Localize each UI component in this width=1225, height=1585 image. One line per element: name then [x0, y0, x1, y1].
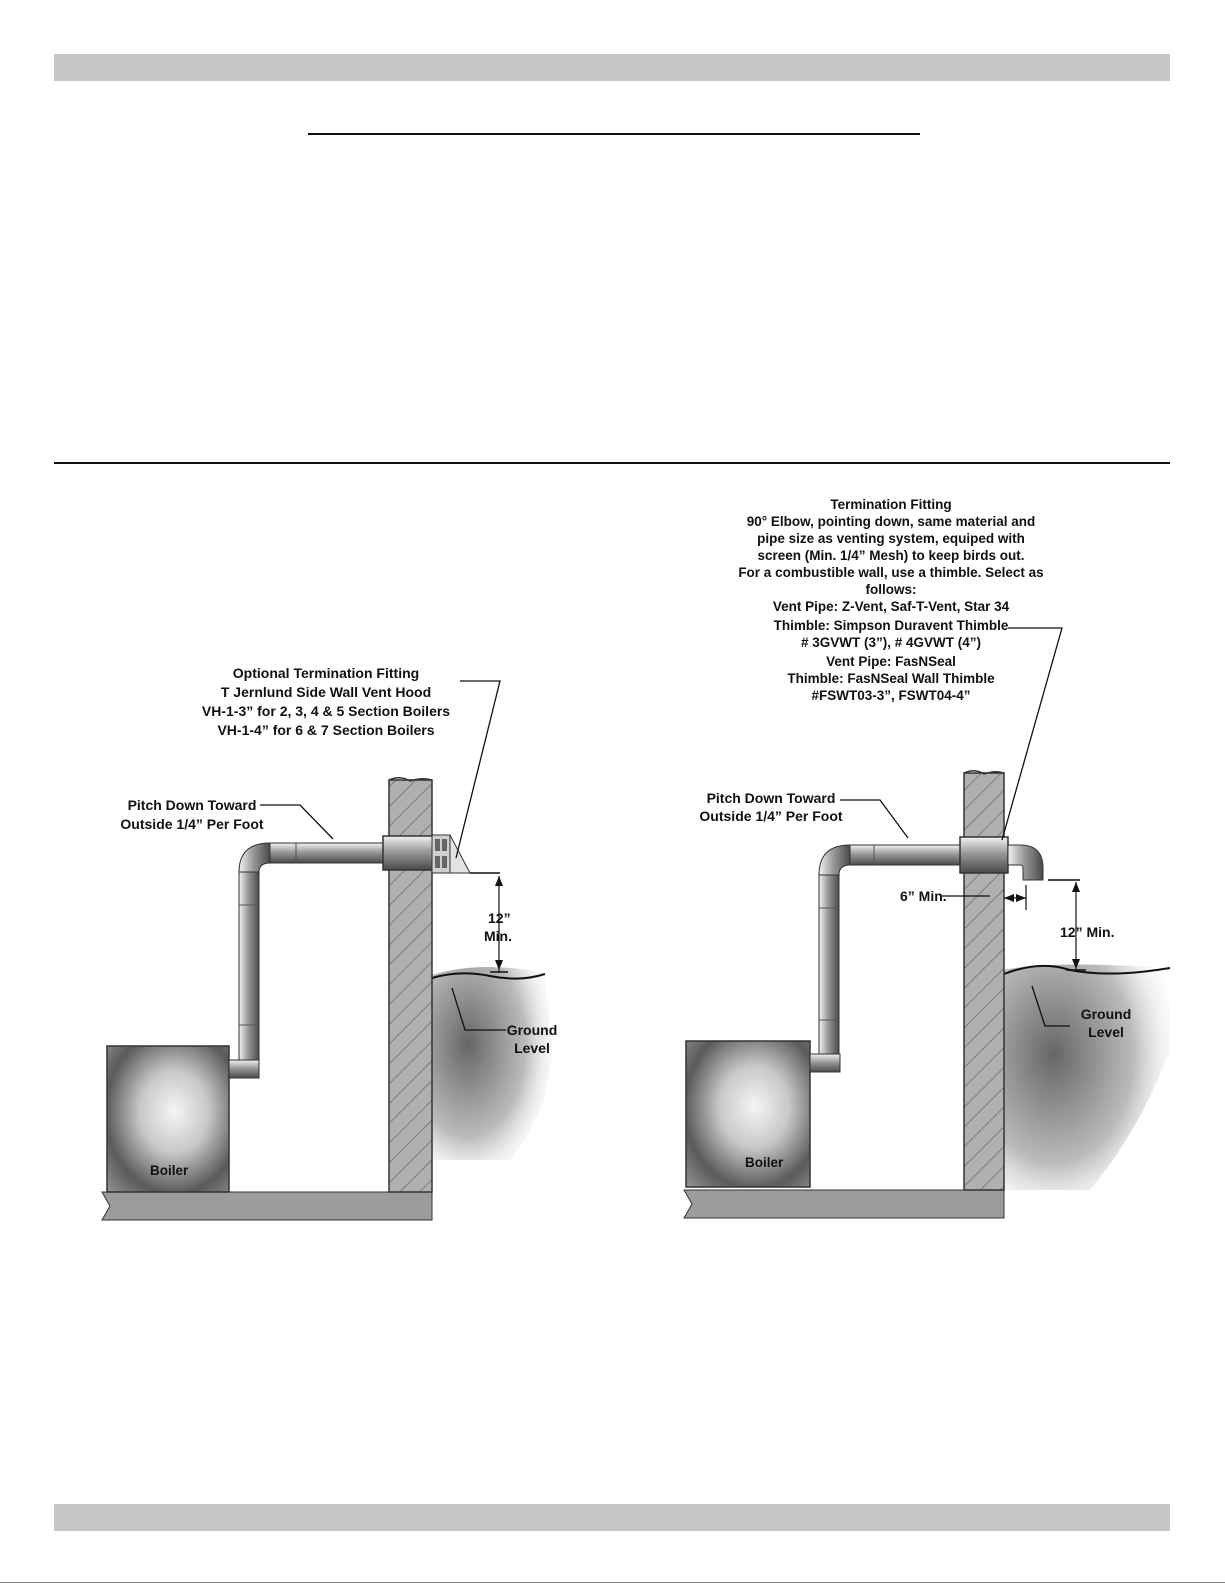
vent-hood — [432, 835, 450, 873]
fitting-leader — [456, 681, 500, 858]
ground-label-line2: Level — [1088, 1024, 1124, 1040]
termination-elbow — [1008, 845, 1043, 880]
fitting-label-line5: For a combustible wall, use a thimble. Select as — [738, 565, 1044, 580]
clearance-label-line2: Min. — [484, 928, 512, 944]
vent-pipe-vertical — [239, 870, 259, 1060]
fitting-label-line1: Termination Fitting — [830, 497, 952, 512]
pitch-label-line2: Outside 1/4” Per Foot — [120, 816, 264, 832]
flue-outlet — [229, 1060, 259, 1078]
exterior-wall — [964, 773, 1004, 1190]
fitting-label-line11: Thimble: FasNSeal Wall Thimble — [787, 671, 995, 686]
header-band — [54, 54, 1170, 81]
fitting-label-line4: VH-1-4” for 6 & 7 Section Boilers — [217, 722, 435, 738]
pitch-label-line1: Pitch Down Toward — [706, 790, 836, 806]
fitting-label-line12: #FSWT03-3”, FSWT04-4” — [811, 688, 971, 703]
flue-outlet — [810, 1054, 840, 1072]
elbow-termination-diagram — [670, 490, 1190, 1240]
pitch-leader — [840, 800, 908, 838]
fitting-label-line6: follows: — [865, 582, 917, 597]
bottom-rule — [0, 1582, 1225, 1583]
side-wall-vent-hood-diagram — [80, 640, 600, 1250]
fitting-label-line8: Thimble: Simpson Duravent Thimble — [773, 618, 1009, 633]
earth-shading — [432, 967, 552, 1160]
fitting-label-line2: T Jernlund Side Wall Vent Hood — [220, 684, 432, 700]
pitch-label-line1: Pitch Down Toward — [127, 797, 257, 813]
boiler-label: Boiler — [745, 1155, 784, 1170]
pitch-label-line2: Outside 1/4” Per Foot — [699, 808, 843, 824]
fitting-label-line4: screen (Min. 1/4” Mesh) to keep birds out. — [757, 548, 1025, 563]
ground-label-line2: Level — [514, 1040, 550, 1056]
section-divider — [54, 462, 1170, 464]
fitting-label-line1: Optional Termination Fitting — [232, 665, 420, 681]
vent-elbow — [239, 843, 270, 872]
fitting-label-line3: VH-1-3” for 2, 3, 4 & 5 Section Boilers — [201, 703, 451, 719]
boiler-label: Boiler — [150, 1163, 189, 1178]
pitch-leader — [260, 805, 333, 839]
floor-slab — [102, 1192, 432, 1220]
fitting-label-line10: Vent Pipe: FasNSeal — [826, 654, 956, 669]
wall-thimble — [960, 837, 1008, 873]
vent-pipe-horizontal — [850, 845, 970, 865]
earth-shading — [1004, 964, 1170, 1190]
floor-slab — [684, 1190, 1004, 1218]
vent-pipe-vertical — [819, 873, 839, 1054]
fitting-label-line7: Vent Pipe: Z-Vent, Saf-T-Vent, Star 34 — [772, 599, 1010, 614]
fitting-label-line9: # 3GVWT (3”), # 4GVWT (4”) — [800, 635, 982, 650]
vent-elbow — [819, 845, 850, 875]
vent-pipe-horizontal — [270, 843, 390, 863]
wall-clearance-label: 6” Min. — [900, 888, 947, 904]
ground-label-line1: Ground — [506, 1022, 558, 1038]
title-rule — [308, 133, 920, 135]
fitting-label-line3: pipe size as venting system, equiped with — [757, 531, 1025, 546]
clearance-label: 12” Min. — [1060, 924, 1115, 940]
footer-band — [54, 1504, 1170, 1531]
ground-label-line1: Ground — [1080, 1006, 1132, 1022]
clearance-label-line1: 12” — [488, 910, 511, 926]
fitting-label-line2: 90° Elbow, pointing down, same material and — [746, 514, 1036, 529]
wall-sleeve — [383, 836, 433, 870]
fitting-leader — [1002, 628, 1062, 840]
